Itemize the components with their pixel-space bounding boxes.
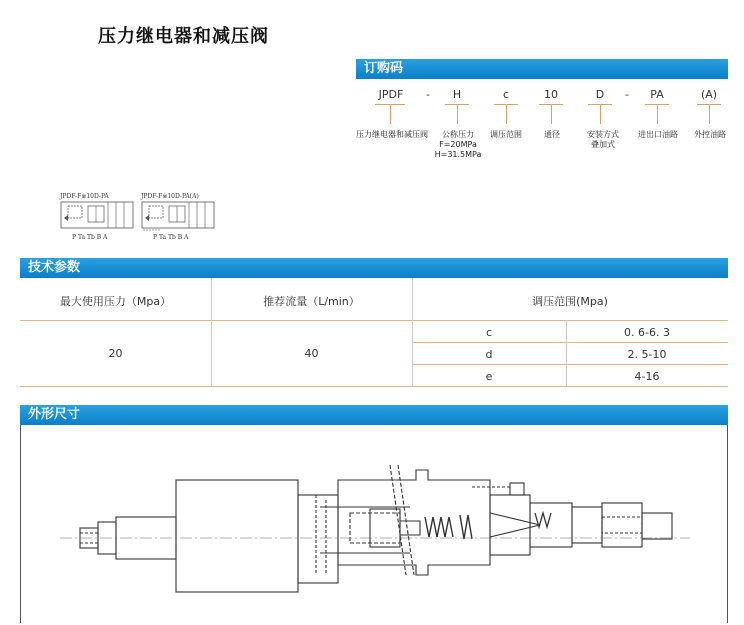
range-code-e: e xyxy=(485,370,493,383)
tech-header: 技术参数 xyxy=(20,258,728,278)
schematic-1-ports: P Ta Tb B A xyxy=(72,234,108,241)
schematic-1-title: JPDF-F※10D-PA xyxy=(60,193,109,200)
schematic-2-drawing xyxy=(141,200,215,234)
schematic-1-drawing xyxy=(60,200,134,234)
table-divider xyxy=(20,320,728,321)
col-header-pressure: 最大使用压力（Mpa） xyxy=(59,295,172,308)
range-value-e: 4-16 xyxy=(634,370,660,383)
col-header-range: 调压范围(Mpa) xyxy=(532,295,608,308)
tick-mounting-stem xyxy=(600,104,601,124)
table-divider xyxy=(412,342,728,343)
label-range: 调压范围 xyxy=(490,130,522,139)
table-divider xyxy=(20,386,728,387)
tick-port-stem xyxy=(657,104,658,124)
tick-bore-stem xyxy=(551,104,552,124)
tech-table xyxy=(20,278,728,387)
page-title: 压力继电器和减压阀 xyxy=(98,26,269,47)
valve-outline-drawing xyxy=(20,425,728,623)
range-value-d: 2. 5-10 xyxy=(627,348,667,361)
pressure-value: 20 xyxy=(108,347,123,360)
tick-ext-stem xyxy=(709,104,710,124)
schematic-2 xyxy=(141,193,215,241)
table-divider xyxy=(412,364,728,365)
code-pressure: H xyxy=(452,88,462,101)
col-header-flow: 推荐流量（L/min） xyxy=(263,295,360,308)
label-ext: 外控油路 xyxy=(694,130,726,139)
range-value-c: 0. 6-6. 3 xyxy=(624,326,670,339)
code-series: JPDF xyxy=(378,88,404,101)
schematic-2-title: JPDF-F※10D-PA(A) xyxy=(141,193,199,200)
label-port: 进出口油路 xyxy=(638,130,678,139)
label-name: 压力继电器和减压阀 xyxy=(356,130,428,139)
code-port: PA xyxy=(650,88,664,101)
schematic-1 xyxy=(60,193,134,241)
code-ext: (A) xyxy=(700,88,718,101)
code-dash-2: - xyxy=(625,88,629,101)
code-dash-1: - xyxy=(426,88,430,101)
code-bore: 10 xyxy=(544,88,558,101)
range-code-c: c xyxy=(485,326,493,339)
label-pressure: 公称压力 F=20MPa H=31.5MPa xyxy=(434,130,482,159)
tick-series-stem xyxy=(390,104,391,124)
dimensions-header: 外形尺寸 xyxy=(20,405,728,425)
code-mounting: D xyxy=(595,88,605,101)
schematic-2-ports: P Ta Tb B A xyxy=(153,234,189,241)
flow-value: 40 xyxy=(304,347,319,360)
range-code-d: d xyxy=(485,348,493,361)
tick-range-stem xyxy=(506,104,507,124)
label-bore: 通径 xyxy=(544,130,560,139)
label-mounting: 安装方式 叠加式 xyxy=(587,130,619,149)
order-code-header: 订购码 xyxy=(356,59,728,79)
code-range: c xyxy=(502,88,510,101)
tick-pressure-stem xyxy=(457,104,458,124)
